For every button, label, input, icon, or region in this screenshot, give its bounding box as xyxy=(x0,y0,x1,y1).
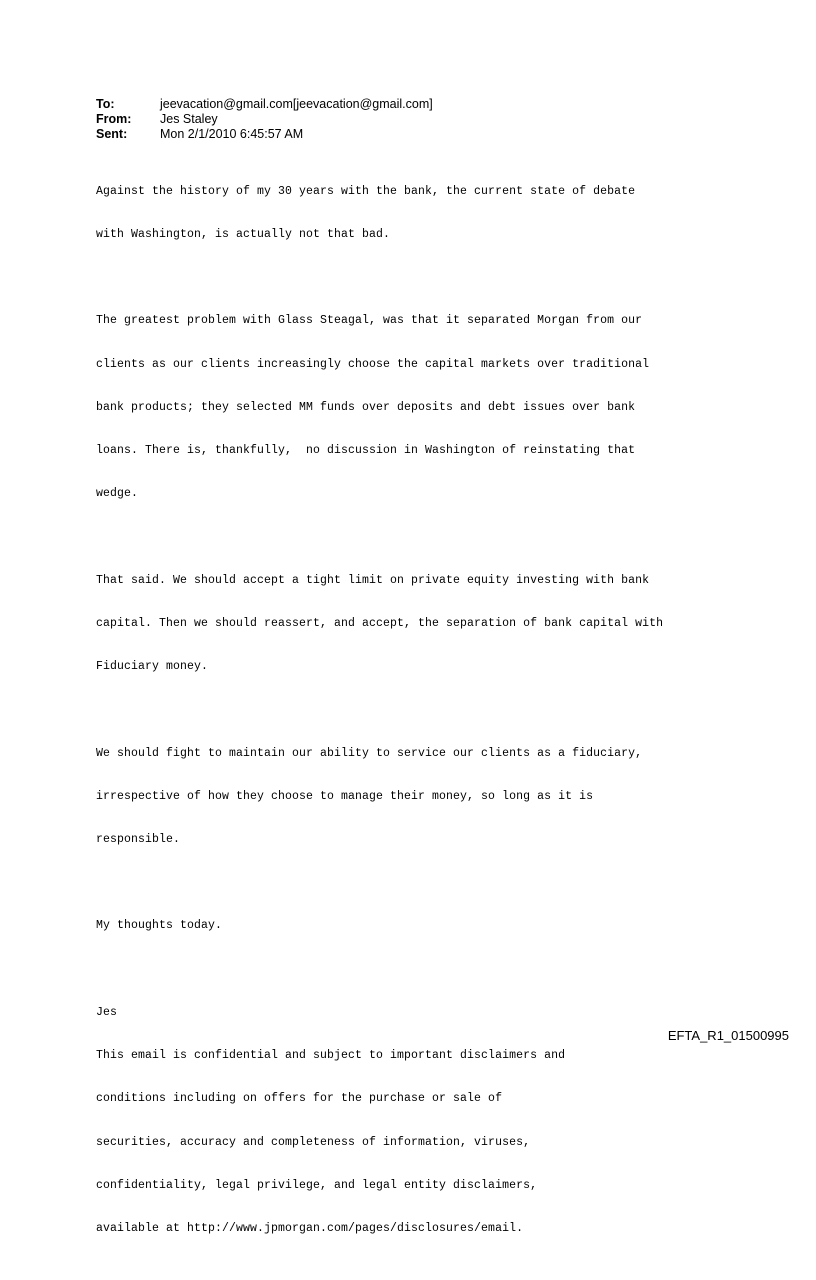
sent-value: Mon 2/1/2010 6:45:57 AM xyxy=(160,127,304,141)
from-row xyxy=(96,112,433,127)
to-label: To: xyxy=(96,97,115,111)
email-body xyxy=(96,156,796,1280)
disclaimer-line: available at http://www.jpmorgan.com/pages/disclosures/email. xyxy=(96,1221,524,1235)
sent-label: Sent: xyxy=(96,127,128,141)
body-line: That said. We should accept a tight limit on private equity investing with bank xyxy=(96,573,650,587)
body-line: responsible. xyxy=(96,833,181,847)
to-row xyxy=(96,97,433,112)
body-line: We should fight to maintain our ability to service our clients as a fiduciary, xyxy=(96,746,643,760)
sent-row xyxy=(96,127,433,142)
body-line: clients as our clients increasingly choose the capital markets over traditional xyxy=(96,357,650,371)
body-line: My thoughts today. xyxy=(96,919,223,933)
paragraph-2 xyxy=(96,286,796,531)
disclaimer-line: conditions including on offers for the purchase or sale of xyxy=(96,1092,503,1106)
body-line: Fiduciary money. xyxy=(96,660,209,674)
to-value: jeevacation@gmail.com[jeevacation@gmail.com] xyxy=(160,97,433,111)
body-line: bank products; they selected MM funds over deposits and debt issues over bank xyxy=(96,400,636,414)
body-line: loans. There is, thankfully, no discussion in Washington of reinstating that xyxy=(96,444,636,458)
paragraph-1 xyxy=(96,156,796,271)
disclaimer-line: This email is confidential and subject to important disclaimers and xyxy=(96,1049,566,1063)
from-value: Jes Staley xyxy=(160,112,218,126)
from-label: From: xyxy=(96,112,132,126)
bates-number: EFTA_R1_01500995 xyxy=(667,1028,789,1043)
paragraph-4 xyxy=(96,718,796,876)
body-line: wedge. xyxy=(96,487,139,501)
body-line: Against the history of my 30 years with the bank, the current state of debate xyxy=(96,184,636,198)
disclaimer-line: confidentiality, legal privilege, and legal entity disclaimers, xyxy=(96,1178,538,1192)
signature-name: Jes xyxy=(96,1005,118,1019)
email-header xyxy=(96,97,433,142)
paragraph-5 xyxy=(96,891,796,963)
disclaimer-line: securities, accuracy and completeness of information, viruses, xyxy=(96,1135,531,1149)
signature-and-disclaimer xyxy=(96,977,796,1265)
body-line: with Washington, is actually not that bad. xyxy=(96,228,391,242)
body-line: The greatest problem with Glass Steagal, was that it separated Morgan from our xyxy=(96,314,643,328)
body-line: capital. Then we should reassert, and accept, the separation of bank capital with xyxy=(96,616,664,630)
paragraph-3 xyxy=(96,545,796,703)
body-line: irrespective of how they choose to manage their money, so long as it is xyxy=(96,789,594,803)
